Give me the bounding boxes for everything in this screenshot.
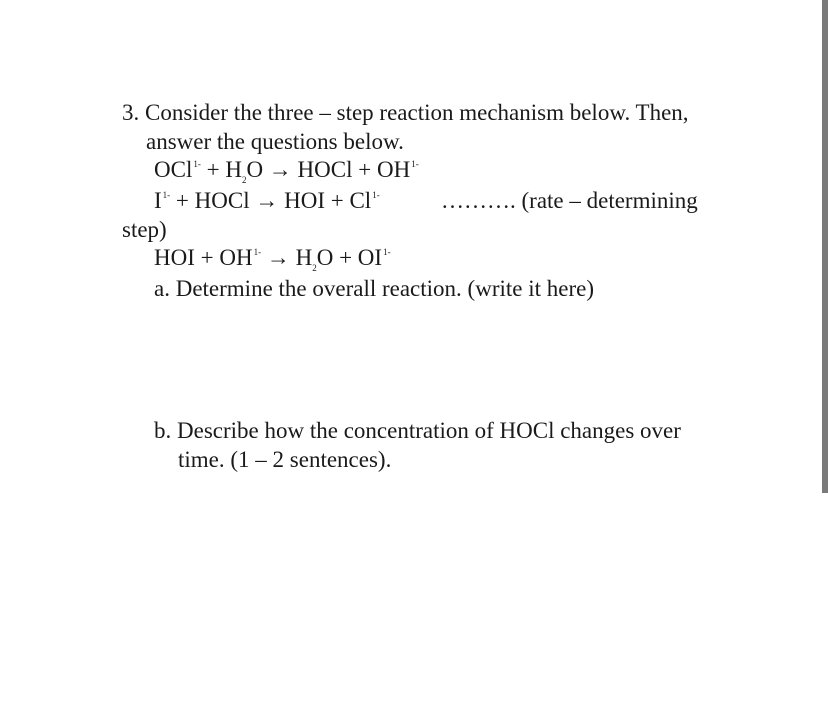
reaction-step-3 [154,244,391,276]
question-intro-line1: 3. Consider the three – step reaction mechanism below. Then, [122,100,689,125]
step3-arrow: → H [261,245,313,270]
step1-rest: O → HOCl + OH [246,157,411,182]
step3-reactants: HOI + OH [154,245,253,270]
rate-determining-note-wrap: step) [122,217,167,242]
vertical-scrollbar[interactable] [822,0,828,493]
question-intro-line2: answer the questions below. [146,129,404,154]
reaction-step-1 [154,156,419,188]
charge-label: 1- [372,190,380,200]
part-b-prompt-line1: b. Describe how the concentration of HOCl changes over [154,418,681,443]
subscript-label: 2 [312,263,317,273]
step2-reactant-1: I [154,188,162,213]
charge-label: 1- [193,159,201,169]
reaction-step-2 [154,187,380,219]
charge-label: 1- [162,190,171,200]
charge-label: 1- [383,247,391,257]
rate-determining-note: ………. (rate – determining [441,188,698,213]
subscript-label: 2 [241,175,247,185]
part-a-prompt: a. Determine the overall reaction. (write it here) [154,276,594,301]
part-b-prompt-line2: time. (1 – 2 sentences). [178,447,392,472]
step3-rest: O + OI [316,245,383,270]
charge-label: 1- [411,159,419,169]
step1-reactant-1: OCl [154,157,193,182]
step1-plus: + H [200,157,242,182]
step2-rest: + HOCl → HOI + Cl [170,188,372,213]
charge-label: 1- [253,247,262,257]
